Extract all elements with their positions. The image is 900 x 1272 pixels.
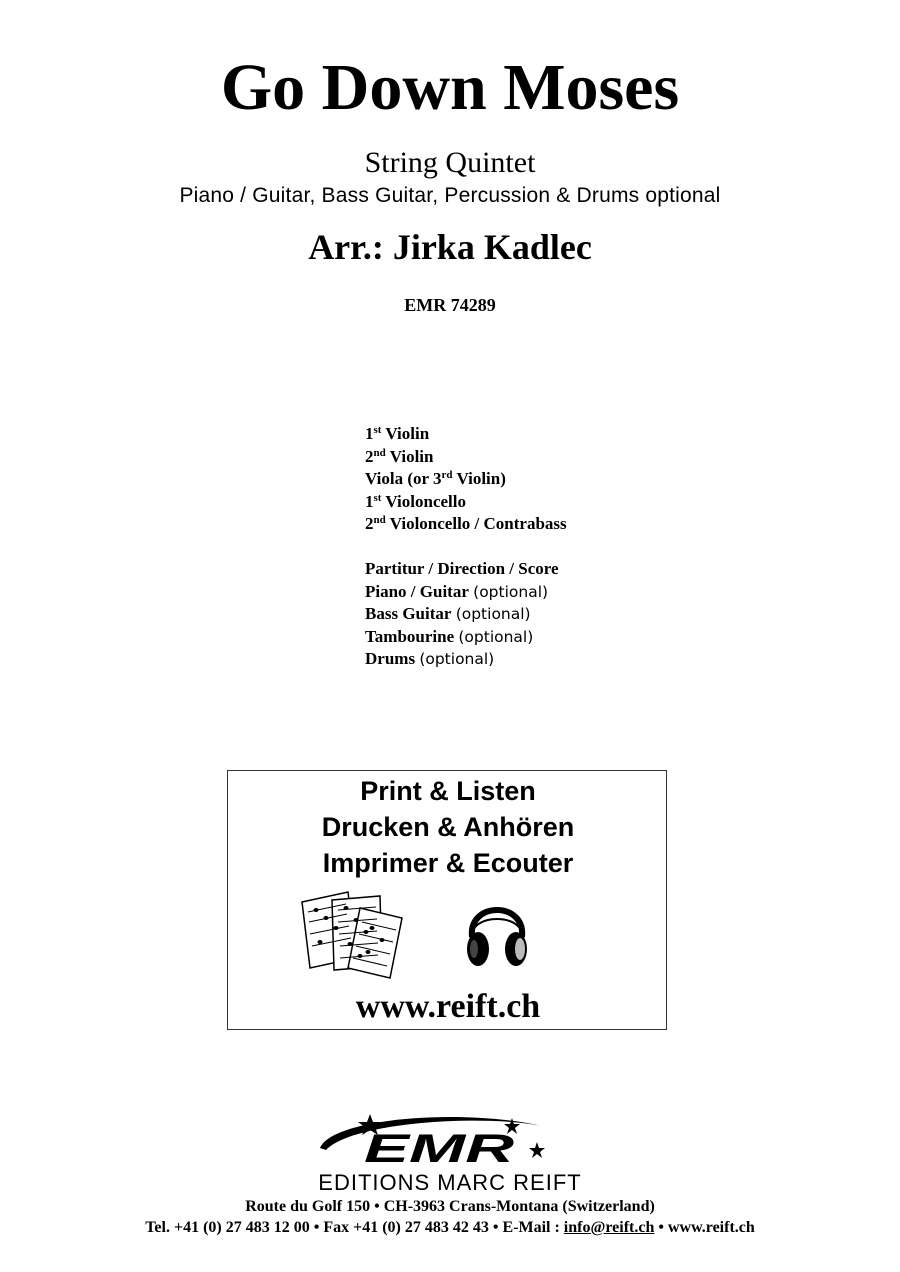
- email-link[interactable]: info@reift.ch: [563, 1219, 655, 1236]
- part-item: 2nd Violin: [365, 446, 434, 466]
- extra-part-item: Bass Guitar (optional): [365, 604, 531, 624]
- arranger: Arr.: Jirka Kadlec: [308, 227, 592, 267]
- parts-list: [365, 423, 765, 671]
- website-link[interactable]: www.reift.ch: [355, 988, 541, 1025]
- extra-part-item: Piano / Guitar (optional): [365, 581, 549, 601]
- subtitle: String Quintet: [364, 146, 536, 179]
- page-title: Go Down Moses: [220, 51, 680, 124]
- print-listen-box: [227, 770, 667, 1030]
- emr-logo: [312, 1108, 562, 1172]
- part-item: 1st Violoncello: [365, 491, 466, 511]
- part-item: 2nd Violoncello / Contrabass: [365, 514, 567, 534]
- extra-part-item: Partitur / Direction / Score: [365, 558, 559, 578]
- extra-part-item: Tambourine (optional): [365, 626, 534, 646]
- part-item: 1st Violin: [365, 424, 430, 443]
- contact-phone-fax: Tel. +41 (0) 27 483 12 00 • Fax +41 (0) 27 483 42 43 • E-Mail :: [145, 1219, 564, 1236]
- svg-text:EMR: EMR: [364, 1127, 515, 1171]
- promo-line-german: Drucken & Anhören: [321, 812, 575, 842]
- publisher-name: EDITIONS MARC REIFT: [318, 1170, 582, 1195]
- part-item: Viola (or 3rd Violin): [365, 469, 506, 489]
- extra-part-item: Drums (optional): [365, 649, 495, 669]
- promo-line-french: Imprimer & Ecouter: [322, 848, 574, 878]
- headphones-icon: [462, 891, 532, 973]
- instrumentation-line: Piano / Guitar, Bass Guitar, Percussion & Drums optional: [179, 184, 721, 207]
- promo-line-english: Print & Listen: [360, 776, 536, 806]
- publisher-address: Route du Golf 150 • CH-3963 Crans-Montana (Switzerland): [245, 1198, 655, 1215]
- contact-website: • www.reift.ch: [654, 1219, 755, 1236]
- publisher-contact: [0, 1217, 900, 1239]
- sheet-music-icon: [298, 888, 414, 980]
- catalog-number: EMR 74289: [404, 295, 496, 315]
